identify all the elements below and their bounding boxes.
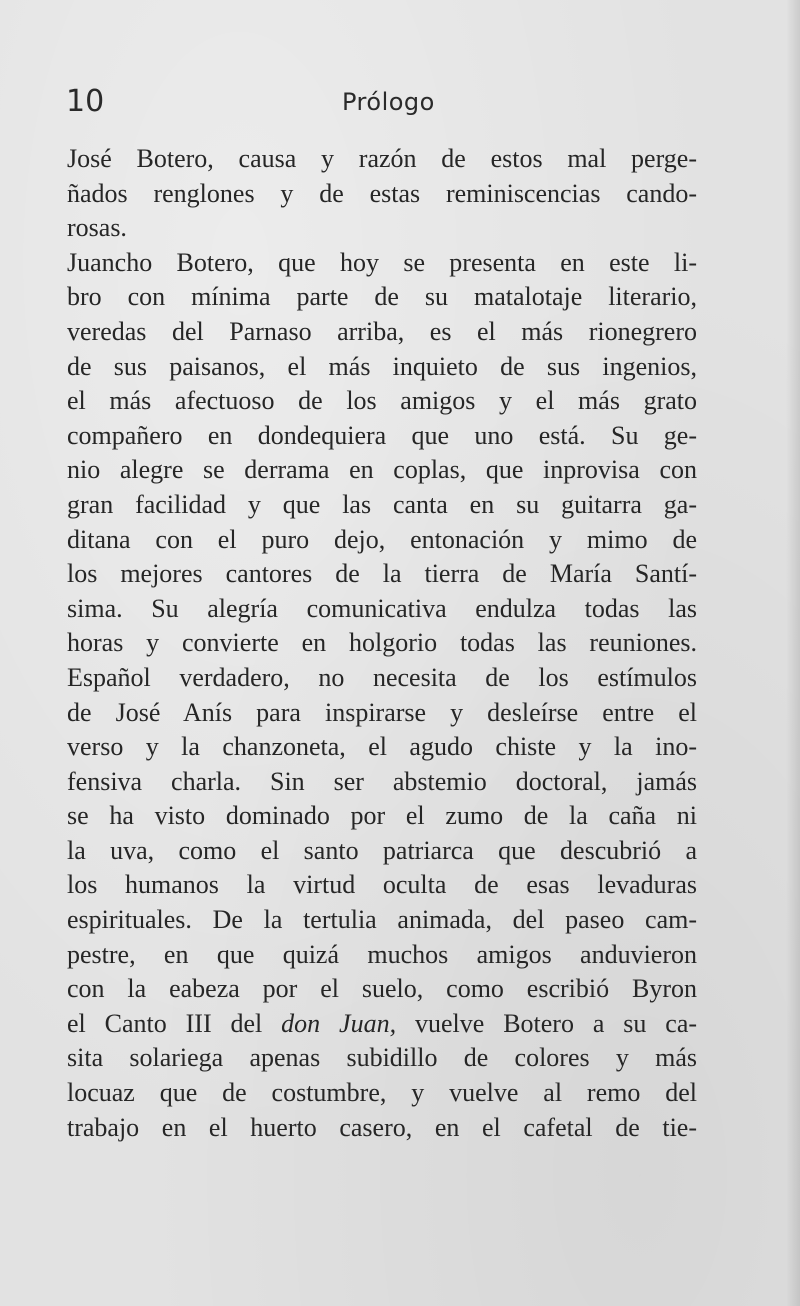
text-line: verso y la chanzoneta, el agudo chiste y la ino- bbox=[67, 732, 697, 762]
text-line: ñados renglones y de estas reminiscencias cando- bbox=[67, 178, 697, 208]
text-line: bro con mínima parte de su matalotaje literario, bbox=[67, 282, 697, 312]
text-line: los humanos la virtud oculta de esas levaduras bbox=[67, 870, 697, 900]
text-line: horas y convierte en holgorio todas las reuniones. bbox=[67, 628, 697, 658]
text-line: el más afectuoso de los amigos y el más grato bbox=[67, 386, 697, 416]
text-line: veredas del Parnaso arriba, es el más rionegrero bbox=[67, 316, 697, 346]
text-line: ditana con el puro dejo, entonación y mimo de bbox=[67, 524, 697, 554]
text-segment: vuelve Botero a su ca- bbox=[396, 1008, 698, 1038]
book-title-italic: don Juan, bbox=[281, 1008, 397, 1038]
body-text bbox=[67, 142, 697, 1145]
text-line: trabajo en el huerto casero, en el cafetal de tie- bbox=[67, 1112, 697, 1142]
text-line: se ha visto dominado por el zumo de la caña ni bbox=[67, 801, 697, 831]
text-line: locuaz que de costumbre, y vuelve al remo del bbox=[67, 1078, 697, 1108]
text-line: rosas. bbox=[67, 213, 127, 243]
text-line: pestre, en que quizá muchos amigos anduvieron bbox=[67, 939, 697, 969]
text-line: nio alegre se derrama en coplas, que inprovisa con bbox=[67, 455, 697, 485]
text-line: los mejores cantores de la tierra de María Santí- bbox=[67, 559, 697, 589]
text-segment: el Canto III del bbox=[67, 1008, 282, 1038]
text-line: espirituales. De la tertulia animada, del paseo cam- bbox=[67, 905, 697, 935]
text-line: fensiva charla. Sin ser abstemio doctoral, jamás bbox=[67, 766, 697, 796]
text-line: Juancho Botero, que hoy se presenta en este li- bbox=[67, 247, 697, 277]
text-line-with-italic bbox=[67, 1007, 697, 1042]
page-header bbox=[66, 82, 706, 122]
text-line: compañero en dondequiera que uno está. Su ge- bbox=[67, 420, 697, 450]
text-line: de José Anís para inspirarse y desleírse entre el bbox=[67, 697, 697, 727]
text-line: Español verdadero, no necesita de los estímulos bbox=[67, 662, 697, 692]
page-edge-shadow bbox=[786, 0, 800, 1306]
page-number: 10 bbox=[66, 84, 105, 119]
text-line: sima. Su alegría comunicativa endulza todas las bbox=[67, 593, 697, 623]
text-line: de sus paisanos, el más inquieto de sus ingenios, bbox=[67, 351, 697, 381]
text-line: gran facilidad y que las canta en su guitarra ga- bbox=[67, 489, 697, 519]
text-line: José Botero, causa y razón de estos mal perge- bbox=[67, 144, 697, 173]
text-line: la uva, como el santo patriarca que descubrió a bbox=[67, 835, 697, 865]
running-head: Prólogo bbox=[342, 88, 435, 116]
text-line: sita solariega apenas subidillo de colores y más bbox=[67, 1043, 697, 1073]
text-line: con la eabeza por el suelo, como escribió Byron bbox=[67, 974, 697, 1004]
